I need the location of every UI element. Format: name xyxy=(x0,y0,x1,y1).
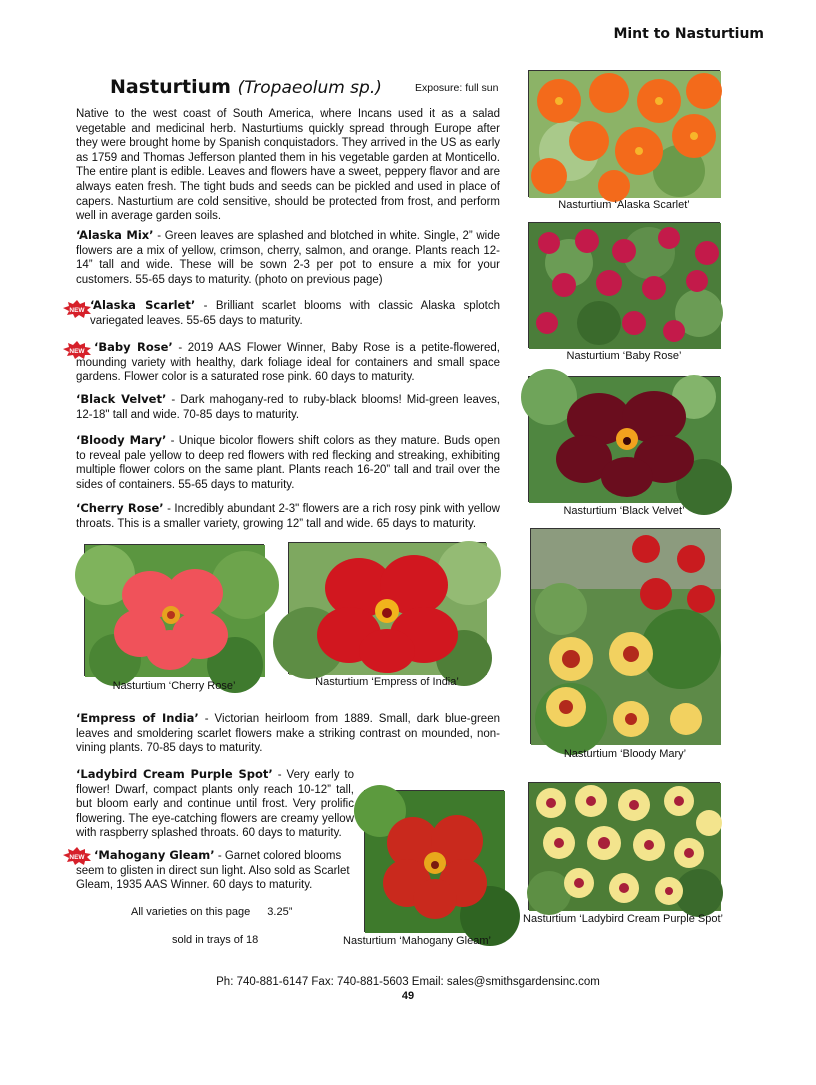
section-header: Mint to Nasturtium xyxy=(613,26,764,42)
caption-black-velvet: Nasturtium ‘Black Velvet’ xyxy=(563,505,685,517)
variety-name: ‘Black Velvet’ xyxy=(76,392,167,406)
photo-bloody-mary xyxy=(530,528,720,744)
variety-mahogany-gleam xyxy=(76,848,354,893)
pricing-line-2: sold in trays of 18 xyxy=(172,934,259,946)
page-title xyxy=(110,76,382,98)
variety-desc: - Victorian heirloom from 1889. Small, dark blue-green leaves and smoldering scarlet flowers make a striking contrast on mounded, non-vining plants. 70-85 days to maturity. xyxy=(76,713,500,755)
caption-ladybird-cream-purple-spot: Nasturtium ‘Ladybird Cream Purple Spot’ xyxy=(523,913,723,925)
photo-baby-rose xyxy=(528,222,720,348)
photo-ladybird-cream-purple-spot xyxy=(528,782,720,910)
pricing-pot-size: 3.25” xyxy=(267,906,293,918)
photo-black-velvet xyxy=(528,376,720,502)
variety-name: ‘Bloody Mary’ xyxy=(76,433,167,447)
variety-desc: - 2019 AAS Flower Winner, Baby Rose is a petite-flowered, mounding variety with healthy, dark foliage ideal for containers and small space gardens. Flower color is a saturated rose pink. 60 days to maturity. xyxy=(76,342,500,384)
pricing-line-1 xyxy=(131,906,292,918)
variety-desc: - Brilliant scarlet blooms with classic Alaska splotch variegated leaves. 55-65 days to maturity. xyxy=(90,300,500,327)
title-common-name: Nasturtium xyxy=(110,76,231,98)
variety-alaska-mix xyxy=(76,228,500,287)
photo-empress-of-india xyxy=(288,542,486,674)
variety-name: ‘Alaska Scarlet’ xyxy=(90,298,196,312)
footer-contact: Ph: 740-881-6147 Fax: 740-881-5603 Email: sales@smithsgardensinc.com xyxy=(216,976,600,988)
new-badge-icon xyxy=(62,300,92,318)
variety-name: ‘Empress of India’ xyxy=(76,711,199,725)
variety-desc: - Incredibly abundant 2-3" flowers are a rich rosy pink with yellow throats. This is a smaller variety, growing 12” tall and wide. 65 days to maturity. xyxy=(76,503,500,530)
pricing-text: All varieties on this page xyxy=(131,906,251,918)
caption-empress-of-india: Nasturtium ‘Empress of India’ xyxy=(315,676,459,688)
caption-mahogany-gleam: Nasturtium ‘Mahogany Gleam’ xyxy=(343,935,491,947)
caption-baby-rose: Nasturtium ‘Baby Rose’ xyxy=(566,350,682,362)
variety-baby-rose xyxy=(76,340,500,385)
variety-empress-of-india xyxy=(76,711,500,756)
title-latin-name: (Tropaeolum sp.) xyxy=(237,78,382,98)
new-badge-label: NEW xyxy=(69,854,85,861)
variety-name: ‘Cherry Rose’ xyxy=(76,501,164,515)
photo-cherry-rose xyxy=(84,544,264,676)
variety-name: ‘Ladybird Cream Purple Spot’ xyxy=(76,767,273,781)
caption-cherry-rose: Nasturtium ‘Cherry Rose’ xyxy=(112,680,236,692)
variety-desc: - Very early to flower! Dwarf, compact plants only reach 10-12” tall, but bloom early and continue until frost. Very prolific flowering. The eye-catching flowers are creamy yellow with raspberry splashed throats. 60 days to maturity. xyxy=(76,769,354,840)
variety-desc: - Dark mahogany-red to ruby-black blooms! Mid-green leaves, 12-18" tall and wide. 70-85 days to maturity. xyxy=(76,394,500,421)
photo-mahogany-gleam xyxy=(364,790,504,932)
variety-alaska-scarlet xyxy=(90,298,500,328)
variety-name: ‘Mahogany Gleam’ xyxy=(94,848,215,862)
variety-desc: - Unique bicolor flowers shift colors as they mature. Buds open to reveal pale yellow to deep red flowers with red flecking and streaking, exhibiting multiple flower colors on the same plant. Plants reach 16-20” tall and trail over the sides of containers. 55-65 days to maturity. xyxy=(76,435,500,491)
variety-name: ‘Alaska Mix’ xyxy=(76,228,154,242)
variety-bloody-mary xyxy=(76,433,500,492)
new-badge-label: NEW xyxy=(69,307,85,314)
caption-alaska-scarlet: Nasturtium ‘Alaska Scarlet’ xyxy=(558,199,690,211)
caption-bloody-mary: Nasturtium ‘Bloody Mary’ xyxy=(563,748,687,760)
exposure-note: Exposure: full sun xyxy=(415,82,499,94)
new-badge-label: NEW xyxy=(69,348,85,355)
photo-alaska-scarlet xyxy=(528,70,720,197)
variety-cherry-rose xyxy=(76,501,500,531)
variety-desc: - Garnet colored blooms seem to glisten in direct sun light. Also sold as Scarlet Gleam, 1935 AAS Winner. 60 days to maturity. xyxy=(76,850,350,892)
page-number: 49 xyxy=(401,990,415,1002)
intro-paragraph: Native to the west coast of South America, where Incans used it as a salad vegetable and medicinal herb. Nasturtiums quickly spread through Europe after they were brought home by Spanish conquistadors. They arrived in the US as early as 1759 and Thomas Jefferson planted them in his vegetable garden at Monticello. The entire plant is edible. Leaves and flowers have a sweet, peppery flavor and are always eaten fresh. The tight buds and seeds can be pickled and used in place of capers. Nasturtium are cold sensitive, should be protected from frost, and perform well in average garden soils. xyxy=(76,108,500,223)
variety-name: ‘Baby Rose’ xyxy=(94,340,173,354)
variety-black-velvet xyxy=(76,392,500,422)
variety-desc: - Green leaves are splashed and blotched in white. Single, 2” wide flowers are a mix of yellow, crimson, cherry, salmon, and orange. Plants reach 12-14” tall and wide. These will be sown 2-3 per pot to ensure a mix for your customers. 55-65 days to maturity. (photo on previous page) xyxy=(76,230,500,286)
